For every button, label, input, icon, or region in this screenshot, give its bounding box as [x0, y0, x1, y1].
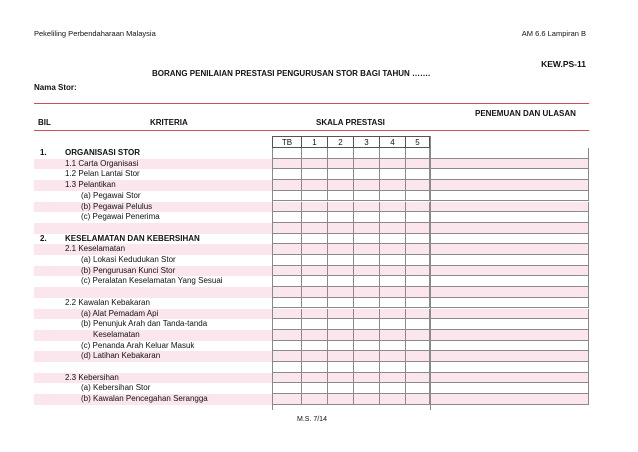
rating-cell[interactable] — [328, 255, 354, 266]
rating-cell[interactable] — [380, 234, 406, 245]
rating-cell[interactable] — [380, 223, 406, 234]
rating-cell[interactable] — [302, 191, 328, 202]
rating-cell[interactable] — [406, 341, 430, 352]
criteria-label: (b) Penunjuk Arah dan Tanda-tanda — [81, 319, 208, 329]
rating-cell[interactable] — [328, 298, 354, 309]
store-name-label: Nama Stor: — [34, 83, 77, 92]
rating-cell[interactable] — [302, 394, 328, 405]
rating-cell[interactable] — [380, 276, 406, 287]
rating-cell[interactable] — [406, 169, 430, 180]
rating-cell[interactable] — [328, 362, 354, 373]
criteria-label: 2.2 Kawalan Kebakaran — [65, 297, 150, 307]
rating-cell[interactable] — [406, 394, 430, 405]
rating-cell[interactable] — [380, 383, 406, 394]
grid-line — [272, 148, 273, 410]
rating-cell[interactable] — [354, 244, 380, 255]
criteria-label: (a) Alat Pemadam Api — [81, 308, 159, 318]
remarks-cell[interactable] — [430, 159, 589, 170]
column-bil-header: BIL — [38, 118, 51, 127]
rating-cell[interactable] — [354, 341, 380, 352]
rating-cell[interactable] — [328, 244, 354, 255]
table-row — [34, 266, 589, 277]
table-row — [34, 330, 589, 341]
rating-cell[interactable] — [328, 202, 354, 213]
rating-cell[interactable] — [380, 394, 406, 405]
rating-cell[interactable] — [272, 223, 302, 234]
rating-cell[interactable] — [406, 373, 430, 384]
rating-cell[interactable] — [272, 394, 302, 405]
rating-cell[interactable] — [328, 330, 354, 341]
rating-cell[interactable] — [354, 276, 380, 287]
criteria-label: (b) Pengurusan Kunci Stor — [81, 265, 176, 275]
criteria-label: 1.2 Pelan Lantai Stor — [65, 169, 140, 179]
remarks-cell[interactable] — [430, 298, 589, 309]
rating-cell[interactable] — [328, 234, 354, 245]
rating-cell[interactable] — [302, 148, 328, 159]
rating-cell[interactable] — [380, 212, 406, 223]
remarks-cell[interactable] — [430, 212, 589, 223]
rating-cell[interactable] — [406, 362, 430, 373]
rating-cell[interactable] — [354, 255, 380, 266]
rating-cell[interactable] — [272, 362, 302, 373]
rating-cell[interactable] — [406, 191, 430, 202]
rating-cell[interactable] — [380, 148, 406, 159]
table-row — [34, 244, 589, 255]
table-row — [34, 180, 589, 191]
column-penemuan-header: PENEMUAN DAN ULASAN — [475, 109, 576, 118]
rating-cell[interactable] — [406, 309, 430, 320]
remarks-cell[interactable] — [430, 191, 589, 202]
scale-header-5: 5 — [406, 136, 430, 148]
rating-cell[interactable] — [302, 330, 328, 341]
rating-cell[interactable] — [406, 148, 430, 159]
rating-cell[interactable] — [272, 169, 302, 180]
header-bottom-rule — [34, 130, 589, 131]
rating-cell[interactable] — [272, 319, 302, 330]
rating-cell[interactable] — [302, 341, 328, 352]
remarks-cell[interactable] — [430, 287, 589, 298]
rating-cell[interactable] — [302, 287, 328, 298]
form-title: BORANG PENILAIAN PRESTASI PENGURUSAN STOR BAGI TAHUN ……. — [152, 69, 431, 78]
rating-cell[interactable] — [302, 180, 328, 191]
rating-cell[interactable] — [380, 330, 406, 341]
rating-cell[interactable] — [380, 319, 406, 330]
rating-cell[interactable] — [302, 373, 328, 384]
rating-cell[interactable] — [272, 159, 302, 170]
rating-cell[interactable] — [272, 244, 302, 255]
remarks-cell[interactable] — [430, 276, 589, 287]
rating-cell[interactable] — [272, 191, 302, 202]
rating-cell[interactable] — [272, 202, 302, 213]
rating-cell[interactable] — [354, 298, 380, 309]
rating-cell[interactable] — [302, 383, 328, 394]
remarks-cell[interactable] — [430, 351, 589, 362]
remarks-cell[interactable] — [430, 255, 589, 266]
rating-cell[interactable] — [328, 148, 354, 159]
criteria-label: Keselamatan — [93, 329, 140, 339]
table-row — [34, 202, 589, 213]
rating-cell[interactable] — [302, 223, 328, 234]
rating-cell[interactable] — [302, 169, 328, 180]
remarks-cell[interactable] — [430, 373, 589, 384]
rating-cell[interactable] — [406, 351, 430, 362]
rating-cell[interactable] — [302, 362, 328, 373]
criteria-label: 2.3 Kebersihan — [65, 372, 119, 382]
rating-cell[interactable] — [302, 202, 328, 213]
rating-cell[interactable] — [302, 159, 328, 170]
remarks-cell[interactable] — [430, 309, 589, 320]
rating-cell[interactable] — [354, 223, 380, 234]
criteria-label: ORGANISASI STOR — [65, 148, 140, 157]
criteria-label: 2.1 Keselamatan — [65, 244, 126, 254]
rating-cell[interactable] — [406, 266, 430, 277]
scale-header-1: 1 — [302, 136, 328, 148]
rating-cell[interactable] — [380, 362, 406, 373]
rating-cell[interactable] — [380, 373, 406, 384]
rating-cell[interactable] — [354, 373, 380, 384]
document-header-right: AM 6.6 Lampiran B — [521, 29, 586, 38]
rating-cell[interactable] — [380, 351, 406, 362]
criteria-label: (c) Pegawai Penerima — [81, 212, 160, 222]
rating-cell[interactable] — [406, 159, 430, 170]
remarks-cell[interactable] — [430, 148, 589, 159]
rating-cell[interactable] — [380, 191, 406, 202]
table-row — [34, 255, 589, 266]
rating-cell[interactable] — [354, 351, 380, 362]
rating-cell[interactable] — [380, 341, 406, 352]
rating-cell[interactable] — [328, 373, 354, 384]
rating-cell[interactable] — [272, 298, 302, 309]
rating-cell[interactable] — [354, 159, 380, 170]
rating-cell[interactable] — [302, 276, 328, 287]
rating-cell[interactable] — [380, 255, 406, 266]
rating-cell[interactable] — [380, 180, 406, 191]
row-number: 2. — [40, 233, 47, 243]
rating-cell[interactable] — [406, 234, 430, 245]
table-row — [34, 341, 589, 352]
rating-cell[interactable] — [272, 255, 302, 266]
rating-cell[interactable] — [354, 287, 380, 298]
rating-cell[interactable] — [272, 309, 302, 320]
rating-cell[interactable] — [272, 373, 302, 384]
rating-cell[interactable] — [272, 180, 302, 191]
table-row — [34, 148, 589, 159]
scale-header-3: 3 — [354, 136, 380, 148]
rating-cell[interactable] — [354, 330, 380, 341]
rating-cell[interactable] — [328, 287, 354, 298]
remarks-cell[interactable] — [430, 319, 589, 330]
rating-cell[interactable] — [354, 394, 380, 405]
criteria-label: (c) Penanda Arah Keluar Masuk — [81, 340, 195, 350]
criteria-label: (d) Latihan Kebakaran — [81, 351, 161, 361]
rating-cell[interactable] — [354, 362, 380, 373]
rating-cell[interactable] — [380, 159, 406, 170]
rating-cell[interactable] — [354, 180, 380, 191]
table-row — [34, 169, 589, 180]
rating-cell[interactable] — [354, 309, 380, 320]
rating-cell[interactable] — [380, 309, 406, 320]
rating-cell[interactable] — [328, 276, 354, 287]
rating-cell[interactable] — [302, 244, 328, 255]
rating-cell[interactable] — [354, 212, 380, 223]
rating-cell[interactable] — [354, 234, 380, 245]
rating-cell[interactable] — [328, 180, 354, 191]
rating-cell[interactable] — [328, 191, 354, 202]
scale-header-2: 2 — [328, 136, 354, 148]
rating-cell[interactable] — [406, 212, 430, 223]
table-row — [34, 309, 589, 320]
table-row — [34, 287, 589, 298]
rating-cell[interactable] — [328, 169, 354, 180]
remarks-cell[interactable] — [430, 394, 589, 405]
remarks-cell[interactable] — [430, 244, 589, 255]
table-row — [34, 191, 589, 202]
rating-cell[interactable] — [406, 244, 430, 255]
rating-cell[interactable] — [272, 330, 302, 341]
rating-cell[interactable] — [328, 351, 354, 362]
rating-cell[interactable] — [272, 383, 302, 394]
rating-cell[interactable] — [328, 159, 354, 170]
table-row — [34, 319, 589, 330]
remarks-cell[interactable] — [430, 383, 589, 394]
rating-cell[interactable] — [328, 319, 354, 330]
rating-cell[interactable] — [302, 298, 328, 309]
remarks-cell[interactable] — [430, 341, 589, 352]
rating-cell[interactable] — [272, 351, 302, 362]
document-header-left: Pekeliling Perbendaharaan Malaysia — [34, 29, 156, 38]
rating-cell[interactable] — [302, 212, 328, 223]
criteria-label: (a) Kebersihan Stor — [81, 383, 151, 393]
remarks-cell[interactable] — [430, 234, 589, 245]
table-row — [34, 383, 589, 394]
form-code: KEW.PS-11 — [541, 59, 586, 69]
rating-cell[interactable] — [406, 180, 430, 191]
criteria-label: (b) Pegawai Pelulus — [81, 201, 153, 211]
table-row — [34, 298, 589, 309]
rating-cell[interactable] — [406, 276, 430, 287]
criteria-label: (a) Pegawai Stor — [81, 190, 141, 200]
table-row — [34, 351, 589, 362]
rating-cell[interactable] — [380, 298, 406, 309]
criteria-label: (a) Lokasi Kedudukan Stor — [81, 255, 176, 264]
rating-cell[interactable] — [406, 298, 430, 309]
column-kriteria-header: KRITERIA — [150, 118, 188, 127]
rating-cell[interactable] — [272, 234, 302, 245]
rating-cell[interactable] — [354, 319, 380, 330]
rating-cell[interactable] — [328, 223, 354, 234]
criteria-label: 1.3 Pelantikan — [65, 180, 116, 190]
rating-cell[interactable] — [302, 234, 328, 245]
rating-cell[interactable] — [380, 202, 406, 213]
table-row — [34, 223, 589, 234]
rating-cell[interactable] — [328, 266, 354, 277]
rating-cell[interactable] — [302, 319, 328, 330]
rating-cell[interactable] — [272, 341, 302, 352]
rating-cell[interactable] — [302, 351, 328, 362]
table-row — [34, 373, 589, 384]
rating-cell[interactable] — [328, 383, 354, 394]
table-row — [34, 234, 589, 245]
table-row — [34, 212, 589, 223]
remarks-cell[interactable] — [430, 169, 589, 180]
table-row — [34, 394, 589, 405]
criteria-label: (c) Peralatan Keselamatan Yang Sesuai — [81, 276, 223, 286]
rating-cell[interactable] — [328, 341, 354, 352]
rating-cell[interactable] — [272, 266, 302, 277]
rating-cell[interactable] — [354, 169, 380, 180]
rating-cell[interactable] — [302, 309, 328, 320]
rating-cell[interactable] — [380, 169, 406, 180]
scale-header-tb: TB — [272, 136, 302, 148]
rating-cell[interactable] — [354, 383, 380, 394]
rating-cell[interactable] — [380, 287, 406, 298]
rating-cell[interactable] — [380, 266, 406, 277]
rating-cell[interactable] — [328, 394, 354, 405]
rating-cell[interactable] — [406, 287, 430, 298]
remarks-cell[interactable] — [430, 202, 589, 213]
rating-cell[interactable] — [406, 330, 430, 341]
criteria-label: KESELAMATAN DAN KEBERSIHAN — [65, 233, 200, 243]
table-row — [34, 276, 589, 287]
table-row — [34, 159, 589, 170]
rating-cell[interactable] — [272, 276, 302, 287]
criteria-label: (b) Kawalan Pencegahan Serangga — [81, 394, 208, 404]
rating-cell[interactable] — [328, 212, 354, 223]
rating-cell[interactable] — [406, 319, 430, 330]
remarks-cell[interactable] — [430, 362, 589, 373]
column-skala-header: SKALA PRESTASI — [316, 118, 385, 127]
remarks-cell[interactable] — [430, 330, 589, 341]
remarks-cell[interactable] — [430, 180, 589, 191]
rating-cell[interactable] — [272, 148, 302, 159]
rating-cell[interactable] — [406, 383, 430, 394]
rating-cell[interactable] — [328, 309, 354, 320]
rating-cell[interactable] — [406, 202, 430, 213]
rating-cell[interactable] — [380, 244, 406, 255]
rating-cell[interactable] — [406, 255, 430, 266]
scale-header-4: 4 — [380, 136, 406, 148]
rating-cell[interactable] — [302, 266, 328, 277]
rating-cell[interactable] — [354, 202, 380, 213]
rating-cell[interactable] — [354, 148, 380, 159]
rating-cell[interactable] — [302, 255, 328, 266]
rating-cell[interactable] — [272, 287, 302, 298]
rating-cell[interactable] — [272, 212, 302, 223]
header-top-rule — [34, 103, 589, 104]
rating-cell[interactable] — [354, 266, 380, 277]
rating-cell[interactable] — [354, 191, 380, 202]
grid-line — [430, 136, 431, 410]
remarks-cell[interactable] — [430, 223, 589, 234]
row-number: 1. — [40, 148, 47, 157]
criteria-label: 1.1 Carta Organisasi — [65, 158, 139, 168]
remarks-cell[interactable] — [430, 266, 589, 277]
page-number: M.S. 7/14 — [297, 416, 327, 423]
rating-cell[interactable] — [406, 223, 430, 234]
table-row — [34, 362, 589, 373]
